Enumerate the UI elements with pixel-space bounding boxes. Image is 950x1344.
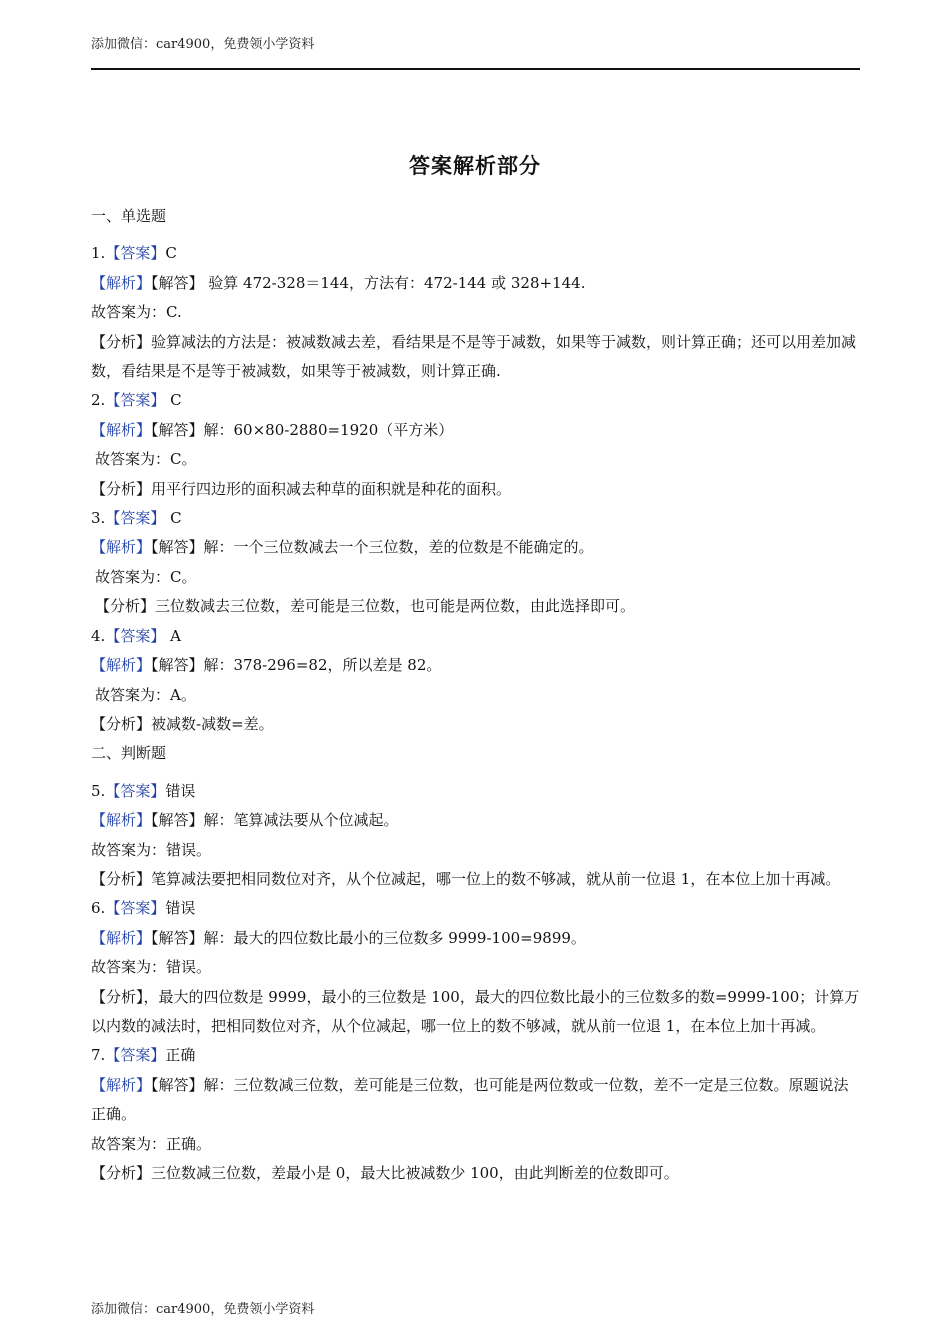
question-answer-line	[91, 1041, 861, 1070]
analysis-line	[91, 1071, 861, 1130]
solution-text: 【解答】解：笔算减法要从个位减起。	[151, 811, 399, 830]
page-title: 答案解析部分	[409, 153, 541, 178]
page-header-text: 添加微信：car4900，免费领小学资料	[91, 37, 315, 52]
question-number: 6.	[91, 899, 106, 918]
conclusion-text: 故答案为：A。	[95, 685, 196, 704]
answer-value: 错误	[165, 781, 196, 800]
question-number: 7.	[91, 1046, 106, 1065]
header-divider	[91, 68, 860, 70]
question-number: 1.	[91, 244, 106, 263]
analysis-tag: 【解析】	[91, 273, 152, 292]
conclusion-text: 故答案为：正确。	[91, 1134, 212, 1153]
solution-text: 【解答】解：三位数减三位数，差可能是三位数，也可能是两位数或一位数，差不一定是三位数。原题说法正确。	[91, 1075, 849, 1124]
question-answer-line	[91, 622, 861, 651]
conclusion-text: 故答案为：错误。	[91, 958, 212, 977]
explanation-text: 【分析】，最大的四位数是 9999，最小的三位数是 100，最大的四位数比最小的三位数多的数=9999-100；计算万以内数的减法时，把相同数位对齐，从个位减起，哪一位上的数不够减，就从前一位退 1，在本位上加十再减。	[91, 987, 860, 1035]
explanation-text: 【分析】用平行四边形的面积减去种草的面积就是种花的面积。	[91, 479, 512, 498]
analysis-line	[91, 533, 861, 562]
explanation-text: 【分析】三位数减三位数，差最小是 0，最大比被减数少 100，由此判断差的位数即可。	[91, 1164, 679, 1182]
answer-tag: 【答案】	[105, 626, 166, 645]
explanation-text: 【分析】笔算减法要把相同数位对齐，从个位减起，哪一位上的数不够减，就从前一位退 1，在本位上加十再减。	[91, 869, 841, 888]
analysis-tag: 【解析】	[91, 420, 152, 439]
analysis-tag: 【解析】	[91, 538, 152, 557]
answer-tag: 【答案】	[105, 509, 166, 528]
question-number: 3.	[91, 509, 106, 528]
page-footer-text: 添加微信：car4900，免费领小学资料	[91, 1302, 315, 1317]
answer-tag: 【答案】	[105, 899, 166, 918]
analysis-line	[91, 651, 861, 680]
section-heading: 一、单选题	[91, 207, 167, 225]
solution-text: 【解答】解：一个三位数减去一个三位数，差的位数是不能确定的。	[151, 538, 594, 557]
conclusion-text: 故答案为：C。	[95, 450, 197, 469]
answer-value: C	[165, 509, 182, 528]
solution-text: 【解答】解：最大的四位数比最小的三位数多 9999-100=9899。	[151, 928, 586, 947]
analysis-tag: 【解析】	[91, 656, 152, 675]
question-answer-line	[91, 239, 861, 268]
question-answer-line	[91, 894, 861, 923]
solution-text: 【解答】解：60×80-2880=1920（平方米）	[151, 420, 454, 439]
conclusion-text: 故答案为：C。	[95, 567, 197, 586]
analysis-tag: 【解析】	[91, 928, 152, 947]
conclusion-text: 故答案为：错误。	[91, 840, 212, 859]
answer-tag: 【答案】	[105, 1046, 166, 1065]
analysis-line	[91, 269, 861, 298]
question-number: 4.	[91, 626, 106, 645]
analysis-line	[91, 806, 861, 835]
solution-text: 【解答】解：378-296=82，所以差是 82。	[151, 656, 442, 675]
analysis-line	[91, 924, 861, 953]
answer-tag: 【答案】	[105, 781, 166, 800]
conclusion-text: 故答案为：C.	[91, 303, 182, 322]
answer-value: C	[165, 391, 182, 410]
question-answer-line	[91, 386, 861, 415]
answer-value: 错误	[165, 899, 196, 918]
section-heading: 二、判断题	[91, 744, 167, 763]
analysis-tag: 【解析】	[91, 1075, 152, 1094]
answer-value: C	[165, 244, 177, 263]
analysis-line	[91, 416, 861, 445]
answer-body	[91, 202, 861, 1188]
explanation-text: 【分析】验算减法的方法是：被减数减去差，看结果是不是等于减数，如果等于减数，则计算正确；还可以用差加减数，看结果是不是等于被减数，如果等于被减数，则计算正确.	[91, 332, 857, 381]
answer-tag: 【答案】	[105, 244, 166, 263]
answer-tag: 【答案】	[105, 391, 166, 410]
answer-value: 正确	[165, 1046, 196, 1065]
explanation-text: 【分析】三位数减去三位数，差可能是三位数，也可能是两位数，由此选择即可。	[95, 597, 636, 616]
question-answer-line	[91, 504, 861, 533]
question-number: 2.	[91, 391, 106, 410]
question-answer-line	[91, 777, 861, 806]
answer-value: A	[165, 626, 181, 645]
solution-text: 【解答】 验算 472-328＝144，方法有：472-144 或 328+144.	[151, 273, 586, 292]
question-number: 5.	[91, 781, 106, 800]
analysis-tag: 【解析】	[91, 811, 152, 830]
explanation-text: 【分析】被减数-减数=差。	[91, 714, 274, 733]
